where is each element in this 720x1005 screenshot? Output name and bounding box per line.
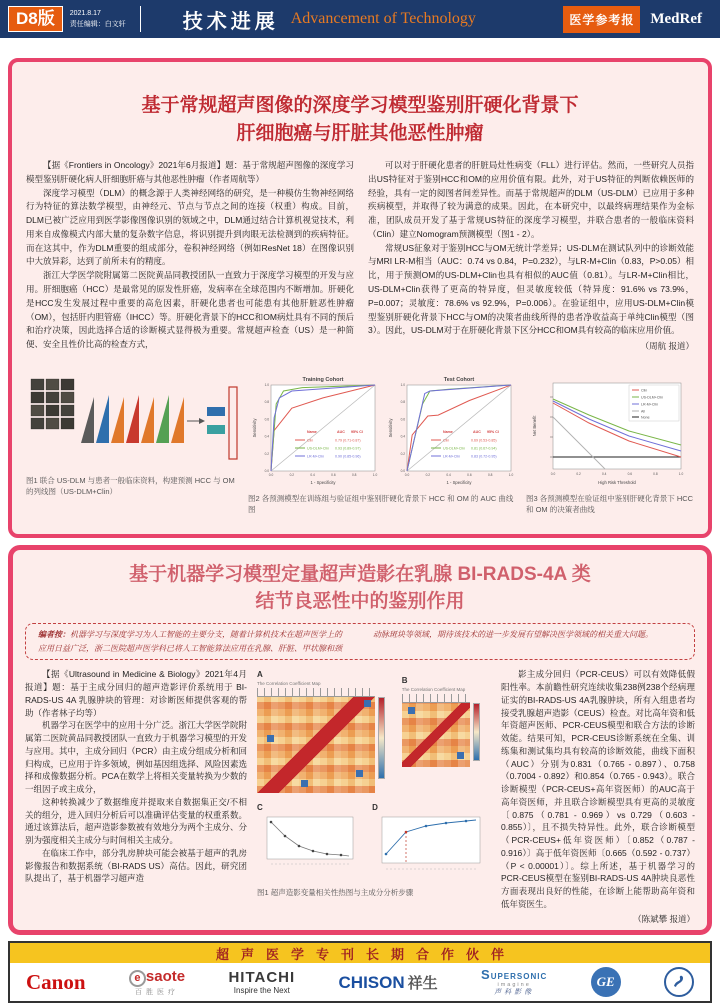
date-editor-block bbox=[70, 8, 126, 30]
paragraph: 【据《Frontiers in Oncology》2021年6月报道】题：基于常规超声图像的深度学习模型鉴别肝硬化病人肝细胞肝癌与其他恶性肿瘤（作者周航等） bbox=[26, 160, 354, 184]
brand-badge-cn: 医学参考报 bbox=[563, 6, 640, 33]
svg-text:LR-M+Clin: LR-M+Clin bbox=[307, 454, 325, 459]
scree-plot bbox=[257, 814, 357, 868]
svg-text:Clin: Clin bbox=[307, 438, 314, 443]
dendrogram bbox=[402, 694, 470, 703]
header-divider bbox=[140, 6, 141, 32]
svg-text:AUC: AUC bbox=[337, 430, 345, 435]
supersonic-cn: 声科影像 bbox=[494, 988, 535, 996]
supersonic-logo: SUPERSONIC imagine 声科影像 bbox=[481, 966, 548, 996]
svg-text:0.6: 0.6 bbox=[264, 417, 269, 422]
ge-logo: GE bbox=[591, 967, 621, 997]
input-image-grid bbox=[31, 379, 74, 429]
article2-byline: （陈斌攀 报道） bbox=[633, 913, 695, 924]
figure1-block bbox=[26, 373, 240, 498]
svg-text:0.8: 0.8 bbox=[264, 400, 269, 405]
x-axis bbox=[269, 473, 378, 485]
us-dlm-architecture-figure bbox=[26, 373, 240, 473]
dendrogram bbox=[257, 688, 375, 697]
article2-figure-column bbox=[257, 668, 491, 926]
colorbar bbox=[378, 697, 385, 779]
brand-badge-en: MedRef bbox=[650, 10, 702, 27]
svg-text:0.81 (0.67-0.94): 0.81 (0.67-0.94) bbox=[471, 446, 497, 451]
heatmap-b-title: The Correlation Coefficient Map bbox=[401, 687, 466, 693]
svg-text:1.0: 1.0 bbox=[400, 383, 405, 388]
y-axis bbox=[388, 383, 405, 473]
svg-text:Name: Name bbox=[443, 430, 453, 435]
svg-text:None: None bbox=[641, 415, 650, 420]
partners-section bbox=[8, 941, 712, 1003]
figure2-caption: 图2 各预测模型在训练组与验证组中鉴别肝硬化背景下 HCC 和 OM 的 AUC 曲线图 bbox=[248, 494, 514, 515]
editor-note-label: 编者按： bbox=[38, 630, 70, 640]
svg-text:1 - Specificity: 1 - Specificity bbox=[310, 480, 336, 486]
chison-cn: 祥生 bbox=[407, 974, 438, 992]
svg-text:US-DLM+Clin: US-DLM+Clin bbox=[641, 395, 664, 400]
svg-text:0.4: 0.4 bbox=[446, 473, 451, 478]
correlation-heatmap-a bbox=[257, 697, 375, 793]
pca-variance-plot bbox=[372, 814, 484, 874]
svg-text:1.0: 1.0 bbox=[508, 473, 514, 478]
edition-badge: D8版 bbox=[8, 6, 63, 32]
resnet-block-triangles bbox=[81, 395, 184, 443]
svg-text:AUC: AUC bbox=[473, 430, 481, 435]
svg-text:High Risk Threshold: High Risk Threshold bbox=[598, 480, 636, 486]
svg-text:All: All bbox=[641, 409, 645, 414]
svg-text:0.4: 0.4 bbox=[264, 434, 269, 439]
svg-text:0.0: 0.0 bbox=[400, 469, 405, 474]
roc-training-plot bbox=[248, 373, 380, 491]
svg-text:Test Cohort: Test Cohort bbox=[443, 377, 475, 384]
paragraph: 机器学习在医学中的应用十分广泛。浙江大学医学院附属第二医院黄品同教授团队一直致力于机器学习模型的开发与应用。其中，主成分回归（PCR）由主成分组成分析和回归构成，已应用于许多领域，例如基因组选择、风险因素选择和成像数据分析。PCA在数学上将相关变量转换为少数的一组因子或主成分， bbox=[25, 720, 247, 795]
pca-panels-row bbox=[257, 801, 491, 878]
x-axis bbox=[405, 473, 514, 485]
svg-text:0.2: 0.2 bbox=[289, 473, 295, 478]
article2-figure-caption: 图1 超声造影变量相关性热图与主成分分析步骤 bbox=[257, 888, 414, 898]
editor-note-text: 机器学习与深度学习为人工智能的主要分支，随着计算机技术在超声医学上的应用日益广泛，浙二医院超声医学科已将人工智能算法应用在乳腺、肝脏、甲状腺和颈动脉斑块等领域，期待该技术的进一步发展有望解决医学领域的相关重大问题。 bbox=[38, 630, 653, 653]
figure3-block bbox=[526, 373, 694, 516]
pca-panel-d: D bbox=[372, 801, 491, 878]
svg-text:0.0: 0.0 bbox=[550, 472, 556, 477]
svg-text:1.0: 1.0 bbox=[264, 383, 269, 388]
svg-text:0.8: 0.8 bbox=[487, 473, 493, 478]
svg-text:0.79 (0.71-0.87): 0.79 (0.71-0.87) bbox=[335, 438, 361, 443]
article-breast-pcr-ceus bbox=[8, 545, 712, 935]
svg-text:95% CI: 95% CI bbox=[351, 430, 363, 435]
figure2-block bbox=[248, 373, 516, 516]
issue-date: 2021.8.17 bbox=[69, 9, 101, 17]
svg-text:Sensitivity: Sensitivity bbox=[252, 418, 257, 438]
flow-arrow bbox=[187, 418, 205, 424]
paragraph: 在临床工作中，部分乳房肿块可能会被基于超声的乳房影像报告和数据系统（BI-RADS US）高估。因此，研究团队提出了，基于机器学习超声造 bbox=[25, 847, 247, 884]
y-axis bbox=[252, 383, 269, 473]
hitachi-slogan: Inspire the Next bbox=[233, 986, 290, 996]
svg-text:0.8: 0.8 bbox=[400, 400, 405, 405]
dca-legend bbox=[629, 385, 679, 421]
decision-curve-plot bbox=[526, 373, 692, 491]
heatmap-panel-a: A The Correlation Coefficient Map bbox=[257, 668, 394, 793]
article2-title: 基于机器学习模型定量超声造影在乳腺 BI-RADS-4A 类 结节良恶性中的鉴别作用 bbox=[129, 564, 591, 612]
x-axis bbox=[551, 472, 684, 485]
supersonic-imagine: imagine bbox=[497, 982, 531, 989]
svg-text:Clin: Clin bbox=[641, 388, 648, 393]
partners-logos-row bbox=[10, 963, 710, 1001]
article2-column-3 bbox=[501, 668, 695, 926]
roc-test-plot bbox=[384, 373, 516, 491]
svg-text:0.8: 0.8 bbox=[653, 472, 658, 477]
svg-text:0.6: 0.6 bbox=[467, 473, 472, 478]
svg-text:95% CI: 95% CI bbox=[487, 430, 499, 435]
article1-byline: （周航 报道） bbox=[640, 341, 694, 352]
nomogram-panel-outline bbox=[229, 387, 237, 459]
svg-text:1.0: 1.0 bbox=[372, 473, 378, 478]
heatmap-a-title: The Correlation Coefficient Map bbox=[257, 681, 321, 687]
masthead bbox=[0, 0, 720, 38]
svg-text:0.2: 0.2 bbox=[425, 473, 431, 478]
svg-text:0.0: 0.0 bbox=[404, 473, 410, 478]
esaote-logo: e saote 百胜医疗 bbox=[129, 969, 185, 996]
svg-text:0.2: 0.2 bbox=[576, 472, 581, 477]
section-title-cn: 技术进展 bbox=[182, 10, 279, 33]
editor-note bbox=[25, 623, 695, 660]
svg-text:Sensitivity: Sensitivity bbox=[388, 418, 393, 438]
paragraph: 可以对于肝硬化患者的肝脏局灶性病变（FLL）进行评估。然而，一些研究人员指出US特征对于鉴别HCC和OM的应用价值有限。此外，对于US特征的判断依赖医师的经验，具有一定的阅图者间差异性。而基于常规超声的DLM（US-DLM）已应用于多种疾病模型，并取得了较为满意的成果。因此，在本研究中，以最终病理结果作为金标准，团队成员开发了基于常规US特征的深度学习模型，并联合患者的一般临床资料（Clin）建立Nomogram预测模型（图1 - 2）。 bbox=[368, 160, 694, 239]
colorbar bbox=[473, 703, 480, 761]
svg-text:1 - Specificity: 1 - Specificity bbox=[446, 480, 472, 486]
svg-text:0.0: 0.0 bbox=[264, 469, 269, 474]
svg-text:Clin: Clin bbox=[443, 438, 450, 443]
chison-logo: CHISON 祥生 bbox=[338, 972, 438, 992]
svg-text:0.93 (0.89-0.97): 0.93 (0.89-0.97) bbox=[335, 446, 361, 451]
roc-plots-row bbox=[248, 373, 516, 491]
svg-text:Training Cohort: Training Cohort bbox=[302, 377, 344, 384]
svg-text:Net Benefit: Net Benefit bbox=[532, 415, 537, 437]
figure1-caption: 图1 联合 US-DLM 与患者一般临床资料，构建预测 HCC 与 OM 的列线图（US-DLM+Clin） bbox=[26, 476, 235, 497]
hitachi-logo: HITACHI Inspire the Next bbox=[228, 968, 296, 996]
partners-banner bbox=[10, 943, 710, 963]
figure3-caption: 图3 各预测模型在验证组中鉴别肝硬化背景下 HCC 和 OM 的决策者曲线 bbox=[526, 494, 694, 515]
article2-column-1 bbox=[25, 668, 247, 926]
svg-text:0.6: 0.6 bbox=[627, 472, 633, 477]
paragraph: 这种转换减少了数据维度并提取来自数据集正交/不相关的组分，进入回归分析后可以准确评估变量的权重系数。通过该算法后，超声造影参数被有效地分为两个主成分、分别为强度相关主成分与时间相关主成分。 bbox=[25, 796, 247, 846]
svg-text:0.4: 0.4 bbox=[601, 472, 607, 477]
canon-logo: Canon bbox=[26, 969, 86, 994]
editor-line: 责任编辑：白文轩 bbox=[69, 21, 126, 28]
heatmap-panel-b: B The Correlation Coefficient Map bbox=[402, 674, 491, 793]
esaote-subtext: 百胜医疗 bbox=[134, 988, 179, 996]
seal-swan-icon bbox=[669, 972, 689, 992]
svg-text:0.8: 0.8 bbox=[351, 473, 357, 478]
correlation-heatmap-b bbox=[402, 703, 470, 767]
svg-text:0.4: 0.4 bbox=[400, 434, 405, 439]
svg-text:US-DLM+Clin: US-DLM+Clin bbox=[307, 446, 330, 451]
svg-text:0.6: 0.6 bbox=[400, 417, 405, 422]
svg-text:1.0: 1.0 bbox=[678, 472, 684, 477]
paragraph: 浙江大学医学院附属第二医院黄品同教授团队一直致力于深度学习模型的开发与应用。肝细胞癌（HCC）是最常见的原发性肝癌，发病率在全球范围内不断增加。肝硬化是HCC发生发展过程中重要的高危因素，肝硬化患者也可能患有其他肝脏恶性肿瘤（OM），包括肝内胆管癌（IHCC）等。肝硬化背景下的HCC和OM病灶具有不同的预后和治疗决策，因此选择合适的诊断模式显得极为重要。常规超声检查（US）是一种简便、安全且性价比高的检查方式， bbox=[26, 270, 354, 350]
output-feature-boxes bbox=[207, 407, 225, 434]
article1-body bbox=[26, 159, 694, 371]
svg-text:0.69 (0.53-0.85): 0.69 (0.53-0.85) bbox=[471, 438, 497, 443]
svg-text:0.2: 0.2 bbox=[400, 451, 405, 456]
section-title-en: Advancement of Technology bbox=[290, 10, 476, 27]
svg-text:0.4: 0.4 bbox=[310, 473, 315, 478]
article1-column-1 bbox=[26, 159, 354, 371]
society-seal-logo bbox=[664, 967, 694, 997]
paragraph: 常规US征象对于鉴别HCC与OM无统计学差异；US-DLM在测试队列中的诊断效能与MRI LR-M相当（AUC：0.74 vs 0.84，P=0.232），与LR-M+Clin（0.83，P>0.05）相比，用于预测OM的US-DLM+Clin也具有相似的AUC值（0.81）。与LR-M+Clin相比，US-DLM+Clin获得了更高的特异度，但灵敏度较低（特异度：91.6% vs 73.9%，P=0.007；灵敏度：78.6% vs 92.9%，P=0.006）。在验证组中，应用US-DLM+Clin模型鉴别肝硬化背景下HCC与OM的决策者曲线所得的患者净收益高于单纯Clin模型（图3）。因此，US-DLM对于在肝硬化背景下区分HCC和OM具有较高的临床应用价值。 bbox=[368, 242, 694, 336]
svg-text:0.2: 0.2 bbox=[264, 451, 269, 456]
svg-text:LR-M+Clin: LR-M+Clin bbox=[443, 454, 461, 459]
article1-figures-row bbox=[26, 373, 694, 516]
svg-text:Name: Name bbox=[307, 430, 317, 435]
partners-heading: 超声医学专刊长期合作伙伴 bbox=[215, 946, 516, 962]
paragraph: 【据《Ultrasound in Medicine & Biology》2021年4月报道】题：基于主成分回归的超声造影评价系统用于 BI-RADS-US 4A 乳腺肿块的管理：对诊断医师提供客观的帮助（作者林子均等） bbox=[25, 669, 247, 718]
svg-text:0.0: 0.0 bbox=[268, 473, 274, 478]
article2-body bbox=[25, 668, 695, 926]
article1-title: 基于常规超声图像的深度学习模型鉴别肝硬化背景下 肝细胞癌与肝脏其他恶性肿瘤 bbox=[141, 95, 579, 144]
scree-panel-c: C bbox=[257, 801, 364, 872]
article1-column-2 bbox=[368, 159, 694, 371]
svg-text:LR-M+Clin: LR-M+Clin bbox=[641, 402, 659, 407]
svg-text:0.83 (0.72-0.95): 0.83 (0.72-0.95) bbox=[471, 454, 497, 459]
paragraph: 深度学习模型（DLM）的概念源于人类神经网络的研究，是一种模仿生物神经网络行为特征的算法数学模型，由神经元、节点与节点之间的连接（权重）构成。目前，DLM已被广泛应用到医学影像图像识别的领域之中，DLM通过结合计算机视觉技术，利用来自成像模式内部大量的复杂数字信息，将识别提升到肉眼无法检测到的疾病特征。而在这其中，作为DLM重要的组成部分，卷积神经网络（例如ResNet 18）在图像识别中大放异彩，达到了前所未有的精度。 bbox=[26, 187, 354, 267]
heatmap-panels-row bbox=[257, 668, 491, 793]
svg-text:US-DLM+Clin: US-DLM+Clin bbox=[443, 446, 466, 451]
article-liver-dlm bbox=[8, 58, 712, 538]
paragraph: 影主成分回归（PCR-CEUS）可以有效降低假阳性率。本前瞻性研究连续收集238例238个经病理证实的BI-RADS-US 4A乳腺肿块，所有入组患者均接受乳腺超声造影（CEUS）检查。对比高年资和低年资超声医师、PCR-CEUS模型和联合方法的诊断效能。结果可知，PCR-CEUS诊断系统在全集、训练集和测试集均具有较高的诊断效能，曲线下面积（AUC）分别为0.831（0.765 - 0.897）、0.758（0.7004 - 0.892）和0.854（0.765 - 0.943）。联合诊断模型（PCR-CEUS+高年资医师）的AUC高于高年资医师，并且联合诊断模型具有更高的灵敏度〔0.875（0.781 - 0.969）vs 0.729（0.603 - 0.855）〕，且不损失特异性。此外，联合诊断模型（PCR-CEUS+低年资医师）〔0.852（0.787 - 0.916）〕高于低年资医师〔0.665（0.592 - 0.737）（P < 0.00001）〕。综上所述，基于机器学习的PCR-CEUS模型在鉴别BI-RADS-US 4A肿块良恶性方面表现出良好的性能，在诊断上能帮助高年资和低年资医生。 bbox=[501, 669, 695, 909]
svg-text:0.6: 0.6 bbox=[331, 473, 336, 478]
y-axis bbox=[532, 397, 553, 457]
svg-text:0.90 (0.85-0.96): 0.90 (0.85-0.96) bbox=[335, 454, 361, 459]
